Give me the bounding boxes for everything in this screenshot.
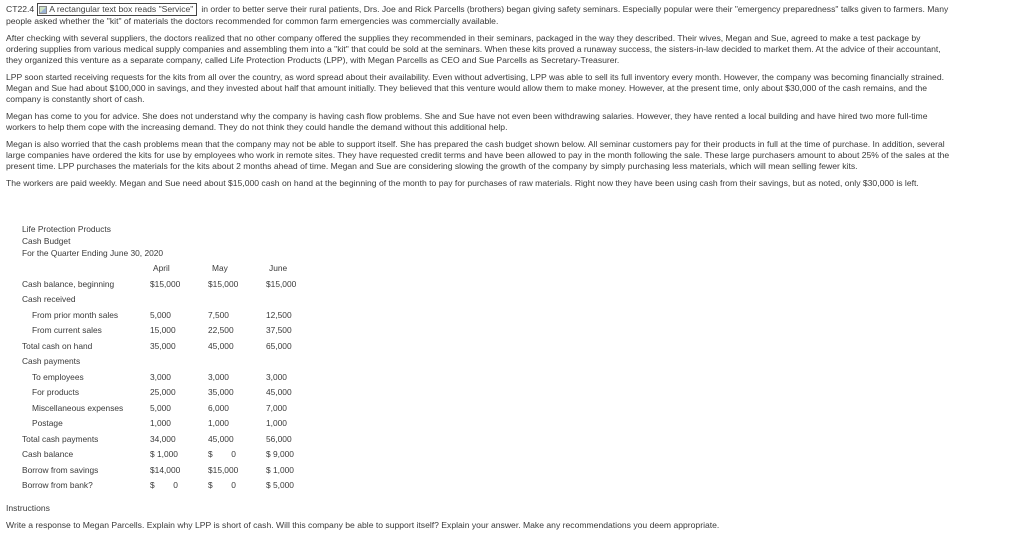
cell: 22,500 bbox=[208, 325, 234, 335]
company-name: Life Protection Products bbox=[22, 224, 111, 234]
cell: $15,000 bbox=[266, 279, 297, 289]
cell: 1,000 bbox=[208, 418, 229, 428]
paragraph-line: Megan is also worried that the cash problems mean that the company may not be able to support itself. She has prepared the cash budget shown below. All seminar customers pay for their products in full at the time of purchase. In addition, several bbox=[6, 139, 945, 149]
column-header: May bbox=[212, 263, 228, 273]
paragraph-line: large companies have ordered the kits for use by employees who work in remote sites. They have requested credit terms and have been allowed to pay in the month following the sale. These large purchasers amount to about 25% of the sales at the bbox=[6, 150, 950, 160]
image-alt-text: A rectangular text box reads "Service" bbox=[49, 4, 194, 14]
cell: 45,000 bbox=[266, 387, 292, 397]
paragraph-line: Megan has come to you for advice. She does not understand why the company is having cash flow problems. She and Sue have not even been withdrawing salaries. However, they have rented a local building and have hired two more full-time bbox=[6, 111, 928, 121]
cell: 35,000 bbox=[150, 341, 176, 351]
cell: 1,000 bbox=[150, 418, 171, 428]
cell: 7,500 bbox=[208, 310, 229, 320]
paragraph-line: workers to help them cope with the increasing demand. They do not think they could handle the demand without this additional help. bbox=[6, 122, 508, 132]
intro-text-line-2: people asked whether the "kit" of materials the doctors recommended for common farm emergencies was commercially available. bbox=[6, 16, 499, 26]
paragraph-line: Megan and Sue had about $100,000 in savings, and they invested about half that amount initially. They believed that this venture would allow them to make money. However, at the present time, only about $30,000 of the cash remains, and the bbox=[6, 83, 928, 93]
row-label: Cash received bbox=[22, 294, 76, 304]
cell: $ 9,000 bbox=[266, 449, 294, 459]
paragraph-line: company is constantly short of cash. bbox=[6, 94, 145, 104]
cell: 1,000 bbox=[266, 418, 287, 428]
cell: 12,500 bbox=[266, 310, 292, 320]
cell: 5,000 bbox=[150, 403, 171, 413]
cell: $ 5,000 bbox=[266, 480, 294, 490]
row-label: Miscellaneous expenses bbox=[32, 403, 124, 413]
cell: 6,000 bbox=[208, 403, 229, 413]
cell: $ 0 bbox=[208, 449, 236, 459]
paragraph-1 bbox=[6, 33, 1018, 66]
paragraph-5 bbox=[6, 178, 1018, 189]
image-icon bbox=[39, 6, 47, 14]
intro-text: in order to better serve their rural patients, Drs. Joe and Rick Parcells (brothers) began giving safety seminars. Especially popular were their "emergency preparedness" talks given to farmers. Many bbox=[201, 4, 949, 14]
row-label: Cash payments bbox=[22, 356, 81, 366]
row-label: Borrow from savings bbox=[22, 465, 99, 475]
broken-image-placeholder bbox=[37, 3, 197, 16]
instructions-text: Write a response to Megan Parcells. Explain why LPP is short of cash. Will this company be able to support itself? Explain your answer. Make any recommendations you deem appropriate. bbox=[6, 520, 720, 530]
cell: $15,000 bbox=[208, 465, 239, 475]
row-label: Total cash payments bbox=[22, 434, 99, 444]
cell: 34,000 bbox=[150, 434, 176, 444]
row-label: Borrow from bank? bbox=[22, 480, 93, 490]
cell: 45,000 bbox=[208, 434, 234, 444]
paragraph-line: ordering supplies from various medical supply companies and assembling them into a "kit" that could be sold at the seminars. When these kits proved a runaway success, the sisters-in-law decided to market them. At the advice of their accountant, bbox=[6, 44, 941, 54]
cell: 7,000 bbox=[266, 403, 287, 413]
row-label: From current sales bbox=[32, 325, 102, 335]
cell: 35,000 bbox=[208, 387, 234, 397]
cell: 15,000 bbox=[150, 325, 176, 335]
cell: $ 0 bbox=[150, 480, 178, 490]
cell: $14,000 bbox=[150, 465, 181, 475]
cell: 5,000 bbox=[150, 310, 171, 320]
cell: $ 1,000 bbox=[150, 449, 178, 459]
row-label: Cash balance bbox=[22, 449, 74, 459]
row-label: From prior month sales bbox=[32, 310, 119, 320]
paragraph-2 bbox=[6, 72, 1018, 105]
paragraph-line: After checking with several suppliers, the doctors realized that no other company offered the supplies they recommended in their seminars, packaged in the way they described. Their wives, Megan and Sue, agreed to make a test package by bbox=[6, 33, 921, 43]
problem-number: CT22.4 bbox=[6, 4, 35, 14]
cell: $ 0 bbox=[208, 480, 236, 490]
cash-budget-table bbox=[22, 223, 342, 490]
cell: 45,000 bbox=[208, 341, 234, 351]
row-label: To employees bbox=[32, 372, 84, 382]
cell: 56,000 bbox=[266, 434, 292, 444]
row-label: Postage bbox=[32, 418, 63, 428]
report-title: Cash Budget bbox=[22, 236, 71, 246]
problem-text bbox=[6, 3, 1018, 195]
problem-header bbox=[6, 3, 1018, 16]
cell: 37,500 bbox=[266, 325, 292, 335]
row-label: For products bbox=[32, 387, 80, 397]
paragraph-4 bbox=[6, 139, 1018, 172]
report-period: For the Quarter Ending June 30, 2020 bbox=[22, 248, 164, 258]
paragraph-line: they organized this venture as a separate company, called Life Protection Products (LPP), with Megan Parcells as CEO and Sue Parcells as Secretary-Treasurer. bbox=[6, 55, 620, 65]
cell: 3,000 bbox=[150, 372, 171, 382]
row-label: Total cash on hand bbox=[22, 341, 93, 351]
column-header: April bbox=[153, 263, 170, 273]
paragraph-line: LPP soon started receiving requests for the kits from all over the country, as word spread about their availability. Even without advertising, LPP was able to sell its full inventory every month. However, the company was becoming financially strained. bbox=[6, 72, 944, 82]
cell: 3,000 bbox=[266, 372, 287, 382]
paragraph-line: present time. LPP purchases the materials for the kits about 2 months ahead of time. Megan and Sue are considering slowing the growth of the company by simply purchasing less materials, which will mean selling fewer kits. bbox=[6, 161, 858, 171]
instructions-section bbox=[6, 502, 1006, 531]
cell: 65,000 bbox=[266, 341, 292, 351]
row-label: Cash balance, beginning bbox=[22, 279, 115, 289]
instructions-heading: Instructions bbox=[6, 503, 50, 513]
cell: $15,000 bbox=[208, 279, 239, 289]
cell: 25,000 bbox=[150, 387, 176, 397]
cell: $ 1,000 bbox=[266, 465, 294, 475]
cell: $15,000 bbox=[150, 279, 181, 289]
paragraph-3 bbox=[6, 111, 1018, 133]
cell: 3,000 bbox=[208, 372, 229, 382]
paragraph-line: The workers are paid weekly. Megan and Sue need about $15,000 cash on hand at the beginning of the month to pay for purchases of raw materials. Right now they have been using cash from their savings, but as noted, only $30,000 is left. bbox=[6, 178, 919, 188]
column-header: June bbox=[269, 263, 288, 273]
